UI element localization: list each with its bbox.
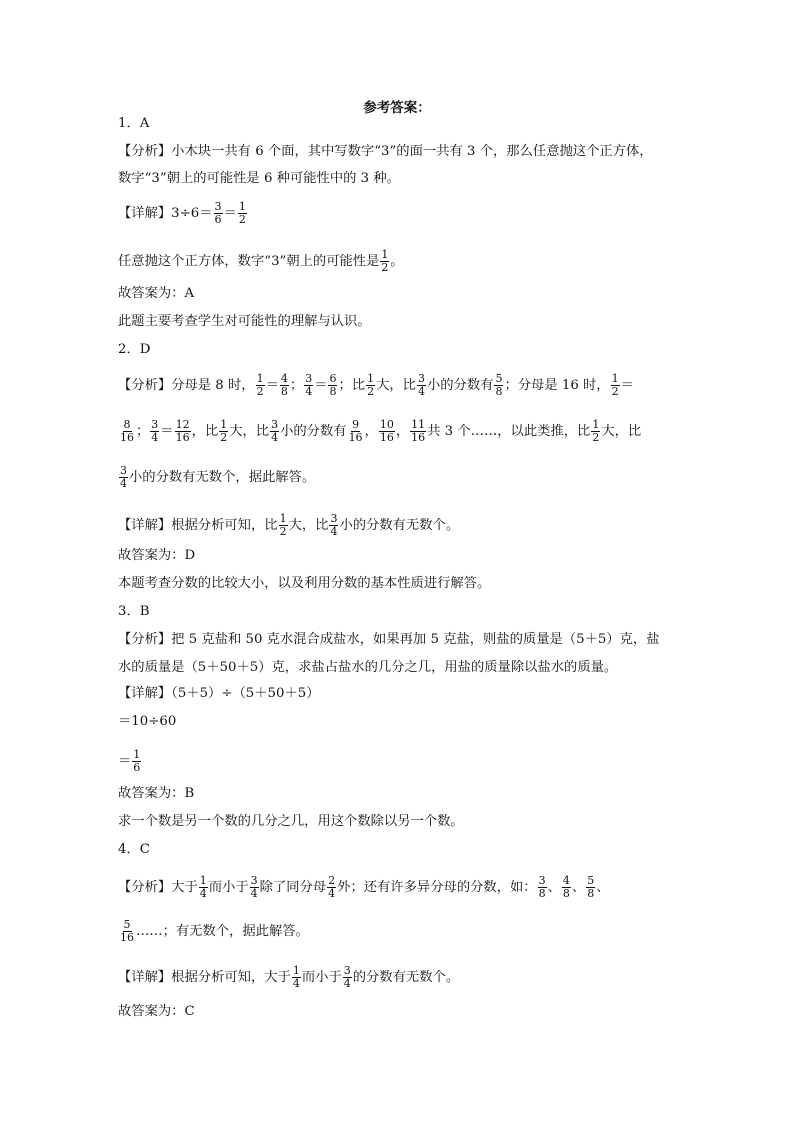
fraction-denominator: 4	[292, 977, 300, 990]
detail-text: 【详解】3÷6＝	[118, 206, 213, 221]
question-number: 3．B	[118, 604, 150, 619]
detail-text: 【详解】根据分析可知，大于	[118, 970, 291, 985]
analysis-text: ，	[364, 424, 378, 439]
fraction	[538, 875, 547, 900]
question-number: 2．D	[118, 342, 151, 357]
detail-line	[118, 749, 142, 774]
fraction-denominator: 16	[120, 931, 134, 944]
fraction-denominator: 2	[220, 431, 228, 444]
equals-sign: ＝	[314, 378, 328, 393]
analysis-text: ……；有无数个，据此解答。	[136, 924, 309, 939]
analysis-text: 小的分数有无数个，据此解答。	[129, 470, 316, 485]
fraction-numerator: 1	[381, 248, 389, 261]
fraction-denominator: 4	[120, 477, 127, 490]
analysis-text: 小的分数有	[426, 378, 494, 393]
analysis-text: 水的质量是（5＋50＋5）克，求盐占盐水的几分之几，用盐的质量除以盐水的质量。	[118, 660, 618, 675]
fraction-denominator: 16	[175, 431, 190, 444]
fraction-denominator: 4	[305, 385, 313, 398]
fraction	[119, 419, 135, 444]
fraction-numerator: 10	[379, 418, 394, 431]
detail-text: 【详解】根据分析可知，比	[118, 518, 278, 533]
fraction-numerator: 1	[292, 964, 300, 977]
fraction-denominator: 8	[562, 887, 570, 900]
fraction-numerator: 1	[611, 372, 619, 385]
fraction	[256, 373, 265, 398]
analysis-text: 共 3 个……，以此类推，比	[427, 424, 591, 439]
fraction-denominator: 8	[538, 887, 546, 900]
fraction-denominator: 4	[250, 887, 258, 900]
fraction	[119, 919, 135, 944]
fraction	[329, 513, 338, 538]
fraction-numerator: 3	[151, 418, 159, 431]
detail-text: ＝10÷60	[118, 714, 177, 729]
fraction-numerator: 3	[271, 418, 279, 431]
fraction-numerator: 1	[256, 372, 264, 385]
fraction	[562, 875, 571, 900]
detail-line	[118, 965, 459, 990]
detail-line	[118, 513, 459, 538]
question-number: 4．C	[118, 842, 150, 857]
conclusion-text: 。	[390, 254, 404, 269]
fraction	[199, 875, 208, 900]
fraction-denominator: 4	[343, 977, 351, 990]
fraction	[494, 373, 503, 398]
fraction-denominator: 2	[592, 431, 600, 444]
note-text: 本题考查分数的比较大小，以及利用分数的基本性质进行解答。	[118, 576, 491, 591]
fraction-numerator: 8	[123, 418, 131, 431]
answer-text: 故答案为：D	[118, 548, 196, 563]
fraction	[132, 749, 141, 774]
fraction-numerator: 1	[220, 418, 228, 431]
fraction-numerator: 3	[417, 372, 425, 385]
equals-sign: ＝	[265, 378, 279, 393]
equals-sign: ＝	[160, 424, 174, 439]
equals-sign: ＝	[620, 378, 634, 393]
fraction	[586, 875, 595, 900]
fraction	[250, 875, 259, 900]
fraction-denominator: 8	[329, 385, 337, 398]
analysis-text: 、	[571, 880, 586, 895]
fraction-numerator: 1	[592, 418, 600, 431]
fraction-numerator: 5	[587, 874, 595, 887]
fraction-numerator: 3	[214, 200, 222, 213]
detail-text: 的分数有无数个。	[352, 970, 460, 985]
fraction-denominator: 4	[271, 431, 279, 444]
fraction	[327, 875, 336, 900]
fraction-denominator: 4	[151, 431, 159, 444]
detail-line	[118, 201, 248, 226]
fraction-denominator: 6	[214, 213, 222, 226]
fraction-denominator: 8	[280, 385, 288, 398]
analysis-text: 大，比	[229, 424, 270, 439]
equals-sign: ＝	[223, 206, 237, 221]
fraction-numerator: 1	[367, 372, 375, 385]
fraction	[348, 419, 364, 444]
detail-text: 【详解】（5＋5）÷（5＋50＋5）	[118, 686, 320, 701]
conclusion-text: 任意抛这个正方体，数字“3”朝上的可能性是	[118, 254, 380, 269]
fraction-denominator: 16	[379, 431, 394, 444]
analysis-text: 、	[596, 880, 610, 895]
fraction-numerator: 3	[305, 372, 313, 385]
fraction-numerator: 6	[329, 372, 337, 385]
fraction	[304, 373, 313, 398]
analysis-text: 数字“3”朝上的可能性是 6 种可能性中的 3 种。	[118, 171, 400, 186]
fraction	[591, 419, 600, 444]
analysis-text: 除了同分母	[259, 880, 327, 895]
fraction-numerator: 1	[133, 748, 141, 761]
fraction-numerator: 1	[279, 512, 287, 525]
fraction-denominator: 2	[279, 525, 287, 538]
fraction-denominator: 2	[367, 385, 375, 398]
analysis-text: ；	[136, 424, 150, 439]
fraction-denominator: 4	[199, 887, 207, 900]
fraction-denominator: 2	[238, 213, 246, 226]
fraction-numerator: 3	[330, 512, 338, 525]
question-number: 1．A	[118, 116, 150, 131]
analysis-line	[118, 419, 641, 444]
fraction	[175, 419, 191, 444]
analysis-text: 大，比	[376, 378, 416, 393]
detail-text: 而小于	[301, 970, 342, 985]
fraction-numerator: 5	[123, 918, 131, 931]
fraction	[343, 965, 352, 990]
fraction-numerator: 4	[562, 874, 570, 887]
fraction-denominator: 6	[133, 761, 141, 774]
fraction	[238, 201, 247, 226]
fraction-numerator: 9	[352, 418, 360, 431]
fraction	[366, 373, 375, 398]
fraction-denominator: 16	[348, 431, 363, 444]
answer-text: 故答案为：B	[118, 786, 195, 801]
note-text: 此题主要考查学生对可能性的理解与认识。	[118, 314, 371, 329]
fraction-numerator: 5	[495, 372, 503, 385]
analysis-text: ；分母是 16 时，	[504, 378, 610, 393]
fraction	[150, 419, 159, 444]
fraction	[417, 373, 426, 398]
fraction-numerator: 11	[411, 418, 426, 431]
fraction-denominator: 16	[120, 431, 134, 444]
detail-text: 大，比	[288, 518, 329, 533]
fraction	[292, 965, 301, 990]
fraction-numerator: 1	[238, 200, 246, 213]
fraction	[379, 419, 395, 444]
fraction	[280, 373, 289, 398]
analysis-text: ；	[289, 378, 304, 393]
analysis-text: 小的分数有	[280, 424, 347, 439]
fraction-denominator: 8	[495, 385, 503, 398]
fraction-numerator: 2	[328, 874, 336, 887]
note-text: 求一个数是另一个数的几分之几，用这个数除以另一个数。	[118, 814, 464, 829]
fraction-numerator: 12	[175, 418, 190, 431]
fraction-denominator: 4	[417, 385, 425, 398]
fraction	[119, 465, 128, 490]
fraction	[328, 373, 337, 398]
answer-text: 故答案为：A	[118, 286, 195, 301]
fraction	[380, 249, 389, 274]
answer-text: 故答案为：C	[118, 1004, 195, 1019]
fraction-denominator: 4	[330, 525, 338, 538]
detail-text: 小的分数有无数个。	[339, 518, 460, 533]
analysis-line	[118, 373, 634, 398]
analysis-text: 【分析】大于	[118, 880, 198, 895]
analysis-line	[118, 875, 610, 900]
fraction-denominator: 16	[411, 431, 426, 444]
fraction-numerator: 3	[538, 874, 546, 887]
fraction-numerator: 4	[280, 372, 288, 385]
fraction	[219, 419, 228, 444]
analysis-line	[118, 919, 309, 944]
fraction-denominator: 4	[328, 887, 336, 900]
fraction	[270, 419, 279, 444]
analysis-text: ，	[395, 424, 410, 439]
fraction-denominator: 2	[381, 261, 389, 274]
fraction-numerator: 3	[343, 964, 351, 977]
fraction-denominator: 2	[256, 385, 264, 398]
analysis-text: 、	[547, 880, 561, 895]
page-title: 参考答案：	[363, 100, 431, 116]
fraction	[410, 419, 426, 444]
analysis-text: 【分析】分母是 8 时，	[118, 378, 255, 393]
fraction	[279, 513, 288, 538]
analysis-text: ；比	[338, 378, 366, 393]
conclusion-line	[118, 249, 404, 274]
analysis-text: 【分析】把 5 克盐和 50 克水混合成盐水，如果再加 5 克盐，则盐的质量是（5＋5）克，盐	[118, 632, 660, 647]
analysis-text: 而小于	[208, 880, 249, 895]
fraction-numerator: 3	[250, 874, 258, 887]
fraction-denominator: 8	[587, 887, 595, 900]
equals-sign: ＝	[118, 754, 132, 769]
analysis-text: 大，比	[601, 424, 642, 439]
analysis-line	[118, 465, 315, 490]
fraction-denominator: 2	[611, 385, 619, 398]
fraction	[214, 201, 223, 226]
analysis-text: 【分析】小木块一共有 6 个面，其中写数字“3”的面一共有 3 个，那么任意抛这个正方体，	[118, 144, 653, 159]
fraction	[611, 373, 620, 398]
analysis-text: ，比	[191, 424, 219, 439]
fraction-numerator: 1	[199, 874, 207, 887]
analysis-text: 外；还有许多异分母的分数，如：	[337, 880, 537, 895]
fraction-numerator: 3	[120, 464, 127, 477]
